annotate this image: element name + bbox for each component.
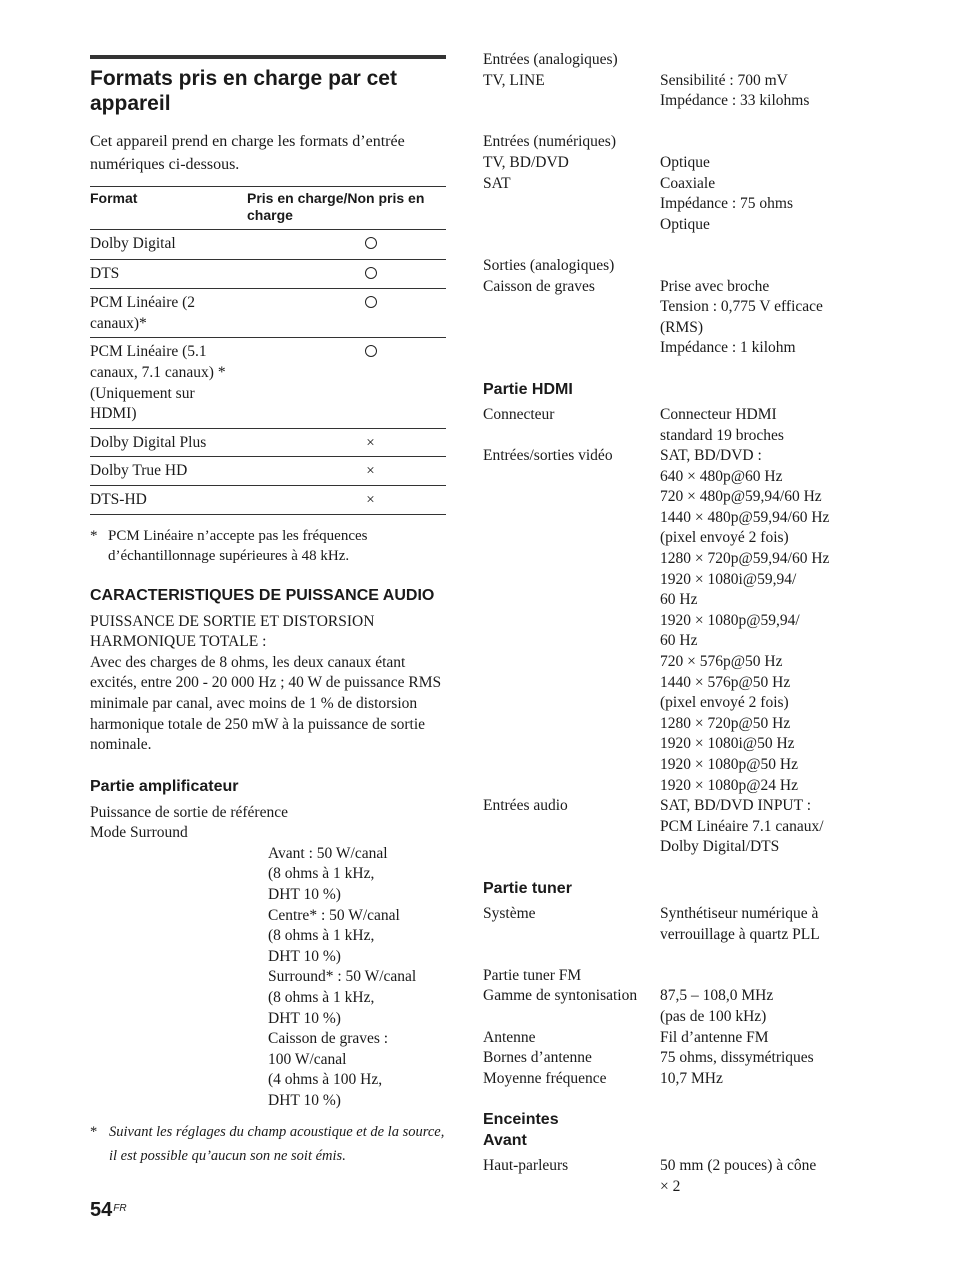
amp-value-line: 100 W/canal [268,1050,347,1068]
hdmi-row-value: 1920 × 1080i@50 Hz [660,735,795,753]
hdmi-row-value: 60 Hz [660,591,698,609]
hdmi-row-value: 1440 × 576p@50 Hz [660,673,791,691]
inputs-analog [483,50,853,112]
col-support-header: Pris en charge/Non pris en charge [247,187,446,230]
speakers-value: × 2 [660,1177,681,1195]
tuner-system-value: Synthétiseur numérique à [660,904,819,922]
hdmi-row [483,405,853,446]
intro-text: Cet appareil prend en charge les formats d’entrée numériques ci-dessous. [90,133,405,173]
amp-values [90,844,446,1112]
outputs-analog-key: Caisson de graves [483,277,595,295]
page-lang: FR [113,1203,127,1214]
digital-row-key: TV, BD/DVD [483,153,569,171]
hdmi-rows [483,405,853,858]
hdmi-row-values [660,446,853,796]
amp-value-line: (8 ohms à 1 kHz, [268,865,375,883]
table-row [90,428,446,457]
hdmi-row-value: 1280 × 720p@59,94/60 Hz [660,550,830,568]
hdmi-row [483,796,853,858]
amp-value-line: (8 ohms à 1 kHz, [268,989,375,1007]
inputs-digital-label: Entrées (numériques) [483,133,616,151]
supported-circle-icon [365,345,377,357]
hdmi-row-value: Dolby Digital/DTS [660,838,780,856]
hdmi-row-value: 1920 × 1080p@24 Hz [660,776,798,794]
speakers-value: 50 mm (2 pouces) à cône [660,1157,817,1175]
hdmi-row-value: 720 × 576p@50 Hz [660,653,783,671]
hdmi-row-values [660,405,853,446]
hdmi-row-value: (pixel envoyé 2 fois) [660,529,789,547]
hdmi-row-value: SAT, BD/DVD : [660,447,762,465]
amp-footnote [90,1120,446,1169]
hdmi-row-value: (pixel envoyé 2 fois) [660,694,789,712]
tuner-row [483,986,853,1027]
outputs-analog [483,256,853,359]
formats-table [90,186,446,515]
tuner-row [483,1069,853,1090]
hdmi-row-key: Connecteur [483,405,555,423]
hdmi-row-value: 640 × 480p@60 Hz [660,467,783,485]
tuner-row [483,1028,853,1049]
inputs-analog-key: TV, LINE [483,71,545,89]
not-supported-icon: × [366,434,375,451]
digital-row-values [660,174,853,236]
hdmi-row-value: SAT, BD/DVD INPUT : [660,797,811,815]
inputs-analog-label: Entrées (analogiques) [483,51,618,68]
tuner-row [483,1048,853,1069]
table-row [90,485,446,514]
amp-value-line: Caisson de graves : [268,1030,389,1048]
power-text: Avec des charges de 8 ohms, les deux canaux étant excités, entre 200 - 20 000 Hz ; 40 W de puissance RMS minimale par canal, avec moins de 1 % de distorsion harmonique totale de 250 mW à la puissance de sortie nominale. [90,653,442,754]
page-number-value: 54 [90,1199,113,1221]
support-cell [247,428,446,457]
hdmi-row-value: 1920 × 1080p@59,94/ [660,611,800,629]
tuner-row-values [660,1048,853,1069]
amp-footnote-mark: * [90,1123,98,1140]
hdmi-row-value: 60 Hz [660,632,698,650]
inputs-analog-value: Sensibilité : 700 mV [660,71,788,89]
supported-circle-icon [365,237,377,249]
format-cell: Dolby True HD [90,457,247,486]
amp-mode: Mode Surround [90,824,188,842]
tuner-row-values [660,1028,853,1049]
supported-circle-icon [365,296,377,308]
outputs-analog-value: Tension : 0,775 V efficace [660,298,823,316]
digital-row [483,174,853,236]
tuner-row-key: Gamme de syntonisation [483,987,638,1005]
power-subheading: PUISSANCE DE SORTIE ET DISTORSION HARMONIQUE TOTALE : [90,612,375,651]
tuner-system-key: Système [483,904,536,922]
table-footnote [90,526,446,567]
speakers-section [483,1109,853,1197]
outputs-analog-value: (RMS) [660,318,704,336]
amp-value-line: (8 ohms à 1 kHz, [268,927,375,945]
inputs-analog-value: Impédance : 33 kilohms [660,92,810,110]
format-cell: Dolby Digital Plus [90,428,247,457]
support-cell [247,457,446,486]
hdmi-heading: Partie HDMI [483,380,573,398]
speakers-heading: Enceintes [483,1111,559,1129]
format-cell: PCM Linéaire (2 canaux)* [90,289,247,338]
hdmi-row-values [660,796,853,858]
amp-footnote-text: Suivant les réglages du champ acoustique et de la source, il est possible qu’aucun son ne soit émis. [109,1123,445,1165]
digital-row-value: Optique [660,215,710,233]
amp-value-line: DHT 10 %) [268,1092,341,1109]
support-cell [247,230,446,260]
formats-table-body [90,230,446,515]
hdmi-row-value: 1440 × 480p@59,94/60 Hz [660,508,830,526]
hdmi-row-value: 720 × 480p@59,94/60 Hz [660,488,822,506]
tuner-row-values [660,986,853,1027]
col-format-header: Format [90,187,247,230]
digital-row-key: SAT [483,174,511,192]
hdmi-row-value: Connecteur HDMI [660,405,777,423]
amp-value-line: DHT 10 %) [268,886,341,904]
support-cell [247,485,446,514]
format-cell: PCM Linéaire (5.1 canaux, 7.1 canaux) * (Uniquement sur HDMI) [90,338,247,428]
supported-circle-icon [365,267,377,279]
tuner-section [483,878,853,1089]
tuner-row-value: (pas de 100 kHz) [660,1007,767,1025]
support-cell [247,259,446,289]
power-heading: CARACTERISTIQUES DE PUISSANCE AUDIO [90,586,435,604]
table-row [90,259,446,289]
tuner-rows [483,986,853,1089]
speakers-values [660,1156,853,1197]
digital-row-value: Coaxiale [660,174,716,192]
table-row [90,289,446,338]
hdmi-row-value: 1920 × 1080p@50 Hz [660,756,798,773]
table-row [90,338,446,428]
hdmi-row-value: standard 19 broches [660,426,784,444]
footnote-mark: * [90,527,98,544]
speakers-key: Haut-parleurs [483,1157,569,1175]
tuner-row-key: Moyenne fréquence [483,1069,607,1087]
tuner-row-key: Antenne [483,1028,536,1046]
amp-value-line: DHT 10 %) [268,1009,341,1027]
tuner-fm-label: Partie tuner FM [483,966,582,984]
tuner-row-values [660,1069,853,1090]
outputs-analog-value: Prise avec broche [660,277,770,295]
hdmi-section [483,379,853,858]
format-cell: DTS-HD [90,485,247,514]
hdmi-row-key: Entrées audio [483,797,568,815]
speakers-subheading: Avant [483,1132,527,1150]
digital-row-values [660,153,853,174]
not-supported-icon: × [366,491,375,508]
tuner-row-value: 75 ohms, dissymétriques [660,1049,814,1067]
format-cell: DTS [90,259,247,289]
table-row [90,457,446,486]
digital-row-value: Impédance : 75 ohms [660,195,794,213]
amp-value-line: DHT 10 %) [268,947,341,965]
tuner-heading: Partie tuner [483,879,572,897]
amp-value-line: (4 ohms à 100 Hz, [268,1071,383,1089]
amp-ref: Puissance de sortie de référence [90,803,288,821]
support-cell [247,338,446,428]
amp-value-line: Centre* : 50 W/canal [268,906,400,924]
tuner-row-value: Fil d’antenne FM [660,1028,769,1046]
table-row [90,230,446,260]
hdmi-row [483,446,853,796]
amp-heading: Partie amplificateur [90,777,239,795]
left-column [90,55,446,1169]
amp-value-line: Surround* : 50 W/canal [268,968,417,986]
page-number [90,1198,127,1222]
right-column [483,50,853,1198]
hdmi-row-value: 1280 × 720p@50 Hz [660,714,791,732]
outputs-analog-values [660,277,853,359]
support-cell [247,289,446,338]
tuner-row-value: 10,7 MHz [660,1069,723,1087]
section-title: Formats pris en charge par cet appareil [90,67,397,115]
tuner-row-value: 87,5 – 108,0 MHz [660,987,774,1005]
amp-value-line: Avant : 50 W/canal [268,844,388,862]
hdmi-row-value: PCM Linéaire 7.1 canaux/ [660,817,824,835]
digital-row [483,153,853,174]
title-rule [90,55,446,59]
inputs-digital-rows [483,153,853,235]
tuner-row-key: Bornes d’antenne [483,1049,592,1067]
inputs-digital [483,132,853,235]
outputs-analog-value: Impédance : 1 kilohm [660,339,796,357]
format-cell: Dolby Digital [90,230,247,260]
digital-row-value: Optique [660,153,710,171]
tuner-system-values [660,904,853,945]
not-supported-icon: × [366,463,375,480]
footnote-text: PCM Linéaire n’accepte pas les fréquences d’échantillonnage supérieures à 48 kHz. [108,527,368,565]
tuner-system-value: verrouillage à quartz PLL [660,925,820,943]
hdmi-row-value: 1920 × 1080i@59,94/ [660,570,797,588]
hdmi-row-key: Entrées/sorties vidéo [483,447,613,465]
inputs-analog-values [660,71,853,112]
outputs-analog-label: Sorties (analogiques) [483,256,615,274]
